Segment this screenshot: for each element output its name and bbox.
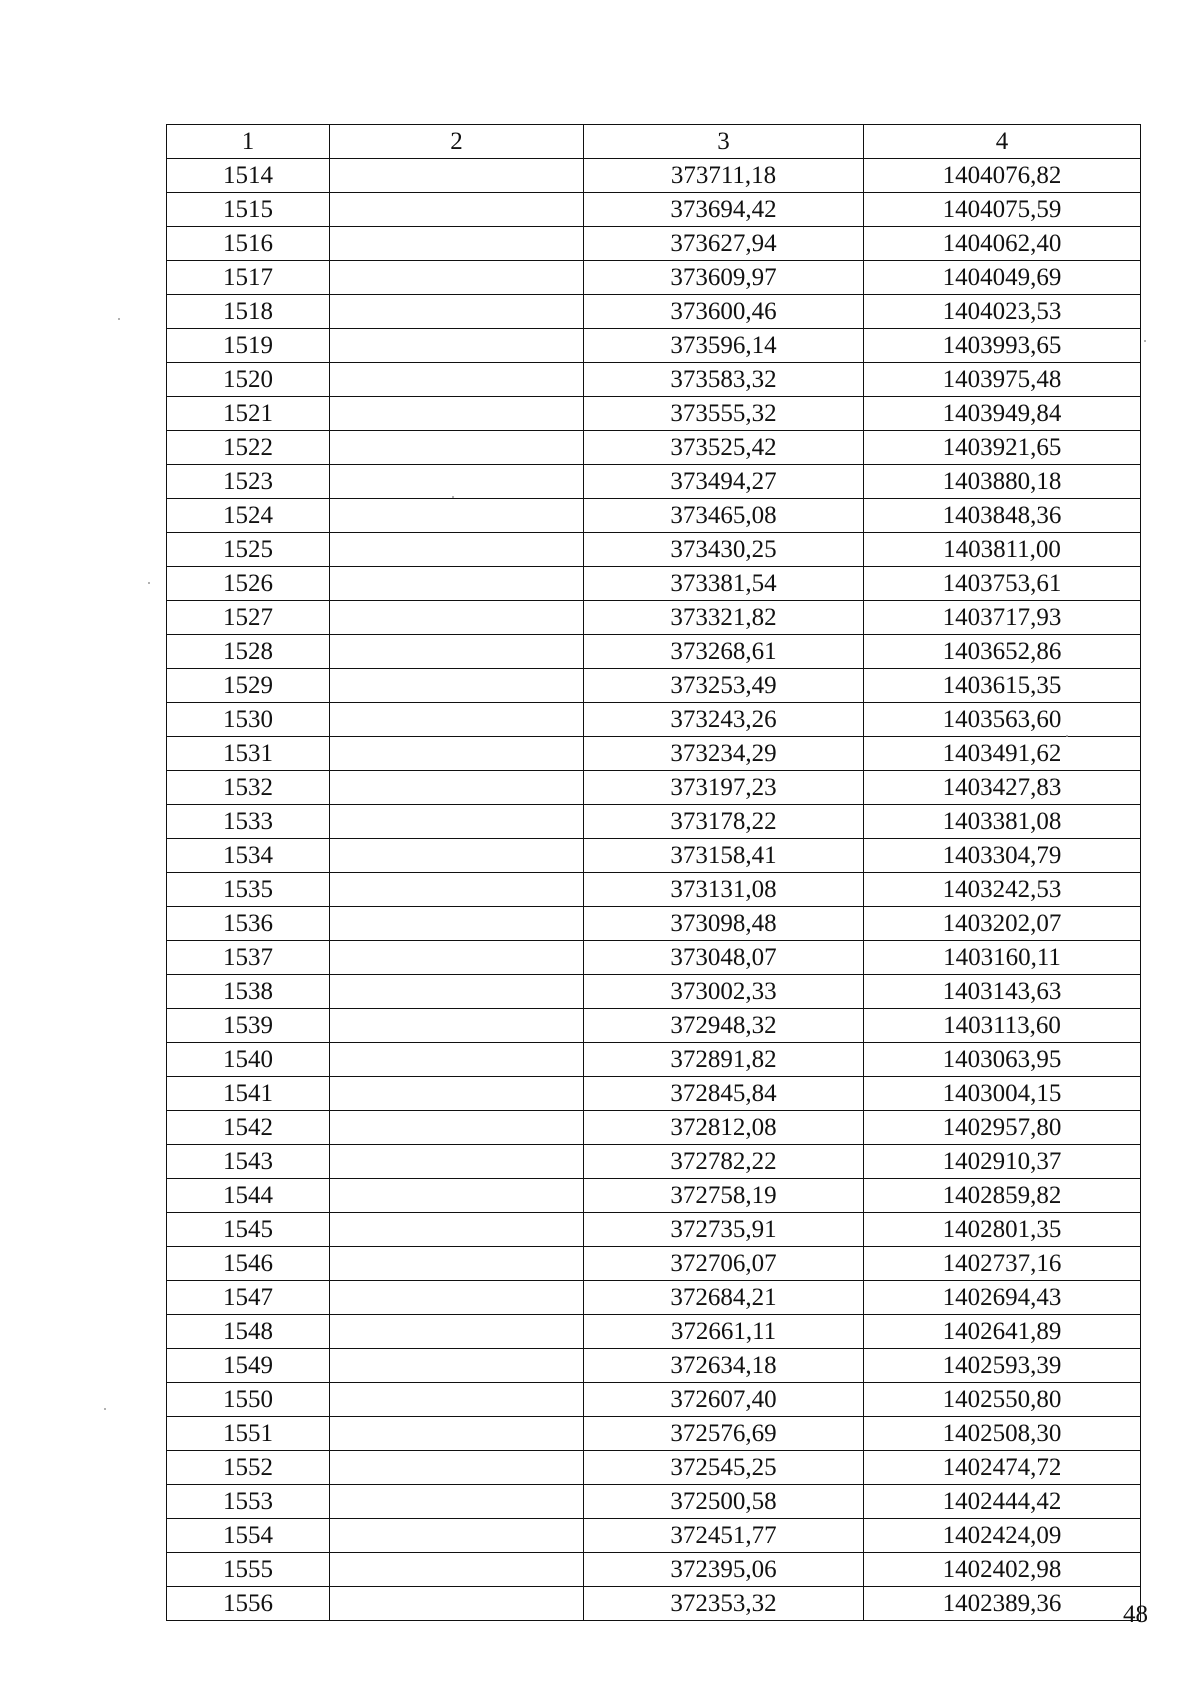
table-cell: 373268,61: [584, 635, 864, 669]
table-cell: [330, 975, 584, 1009]
table-row: [167, 261, 1141, 295]
table-cell: [330, 329, 584, 363]
table-row: [167, 1009, 1141, 1043]
table-cell: 1403113,60: [864, 1009, 1141, 1043]
table-cell: 372758,19: [584, 1179, 864, 1213]
table-row: [167, 499, 1141, 533]
table-cell: [330, 771, 584, 805]
table-row: [167, 1553, 1141, 1587]
table-cell: [330, 499, 584, 533]
table-header-row: [167, 125, 1141, 159]
table-body: [167, 159, 1141, 1621]
table-cell: 1404049,69: [864, 261, 1141, 295]
table-row: [167, 669, 1141, 703]
table-cell: [330, 295, 584, 329]
table-cell: 1402389,36: [864, 1587, 1141, 1621]
table-cell: [330, 397, 584, 431]
table-cell: 1542: [167, 1111, 330, 1145]
table-cell: [330, 227, 584, 261]
table-cell: [330, 1587, 584, 1621]
table-cell: [330, 873, 584, 907]
table-cell: [330, 431, 584, 465]
table-cell: 372607,40: [584, 1383, 864, 1417]
table-cell: 1403160,11: [864, 941, 1141, 975]
table-cell: 372634,18: [584, 1349, 864, 1383]
table-cell: [330, 1553, 584, 1587]
table-cell: 373253,49: [584, 669, 864, 703]
table-cell: 1402444,42: [864, 1485, 1141, 1519]
table-cell: 373381,54: [584, 567, 864, 601]
table-row: [167, 1519, 1141, 1553]
table-cell: [330, 1179, 584, 1213]
table-cell: 372845,84: [584, 1077, 864, 1111]
table-cell: 1534: [167, 839, 330, 873]
table-cell: 1527: [167, 601, 330, 635]
table-cell: 1525: [167, 533, 330, 567]
table-cell: 372812,08: [584, 1111, 864, 1145]
table-cell: 1514: [167, 159, 330, 193]
table-cell: 372684,21: [584, 1281, 864, 1315]
table-cell: [330, 465, 584, 499]
table-cell: 373430,25: [584, 533, 864, 567]
table-cell: [330, 1145, 584, 1179]
table-cell: 1402593,39: [864, 1349, 1141, 1383]
table-cell: 372353,32: [584, 1587, 864, 1621]
table-cell: 1555: [167, 1553, 330, 1587]
table-row: [167, 635, 1141, 669]
table-row: [167, 1587, 1141, 1621]
scan-speck: [1144, 340, 1146, 342]
column-header: 4: [864, 125, 1141, 159]
table-cell: [330, 635, 584, 669]
table-cell: 1403753,61: [864, 567, 1141, 601]
table-cell: 373555,32: [584, 397, 864, 431]
table-cell: [330, 533, 584, 567]
table-cell: 373321,82: [584, 601, 864, 635]
table-row: [167, 363, 1141, 397]
table-cell: 1402801,35: [864, 1213, 1141, 1247]
table-cell: 1521: [167, 397, 330, 431]
table-cell: 372735,91: [584, 1213, 864, 1247]
scan-speck: [148, 582, 150, 584]
table-cell: 1403427,83: [864, 771, 1141, 805]
table-cell: 1403143,63: [864, 975, 1141, 1009]
table-cell: 1402694,43: [864, 1281, 1141, 1315]
table-row: [167, 397, 1141, 431]
table-cell: [330, 1417, 584, 1451]
table-cell: 373494,27: [584, 465, 864, 499]
table-cell: 1546: [167, 1247, 330, 1281]
scan-speck: [1066, 735, 1068, 737]
table-row: [167, 771, 1141, 805]
table-cell: 1554: [167, 1519, 330, 1553]
table-cell: 1404076,82: [864, 159, 1141, 193]
table-cell: 1522: [167, 431, 330, 465]
table-row: [167, 1213, 1141, 1247]
table-row: [167, 941, 1141, 975]
table-row: [167, 1247, 1141, 1281]
table-cell: [330, 839, 584, 873]
table-cell: 1402737,16: [864, 1247, 1141, 1281]
table-cell: 372661,11: [584, 1315, 864, 1349]
table-cell: [330, 1213, 584, 1247]
table-cell: 1403304,79: [864, 839, 1141, 873]
table-cell: 1402910,37: [864, 1145, 1141, 1179]
table-row: [167, 873, 1141, 907]
table-cell: 373525,42: [584, 431, 864, 465]
table-cell: 1402859,82: [864, 1179, 1141, 1213]
table-cell: [330, 907, 584, 941]
table-row: [167, 1179, 1141, 1213]
table-row: [167, 839, 1141, 873]
table-cell: 1403811,00: [864, 533, 1141, 567]
table-cell: 373197,23: [584, 771, 864, 805]
table-cell: 372576,69: [584, 1417, 864, 1451]
table-row: [167, 1077, 1141, 1111]
table-cell: 1549: [167, 1349, 330, 1383]
scan-speck: [104, 1408, 106, 1410]
table-cell: [330, 159, 584, 193]
table-cell: 372451,77: [584, 1519, 864, 1553]
table-row: [167, 737, 1141, 771]
table-row: [167, 567, 1141, 601]
table-cell: [330, 1111, 584, 1145]
table-cell: [330, 1281, 584, 1315]
table-cell: 1403921,65: [864, 431, 1141, 465]
table-cell: 1403615,35: [864, 669, 1141, 703]
table-row: [167, 1111, 1141, 1145]
table-cell: 1531: [167, 737, 330, 771]
table-cell: 373596,14: [584, 329, 864, 363]
table-cell: [330, 737, 584, 771]
table-cell: [330, 1043, 584, 1077]
table-row: [167, 1315, 1141, 1349]
table-cell: [330, 1009, 584, 1043]
table-cell: 1550: [167, 1383, 330, 1417]
table-cell: [330, 1451, 584, 1485]
table-cell: 1533: [167, 805, 330, 839]
table-row: [167, 431, 1141, 465]
table-row: [167, 193, 1141, 227]
table-cell: 1523: [167, 465, 330, 499]
table-row: [167, 805, 1141, 839]
table-cell: 1403491,62: [864, 737, 1141, 771]
table-cell: 373609,97: [584, 261, 864, 295]
table-cell: 1403202,07: [864, 907, 1141, 941]
table-cell: [330, 805, 584, 839]
table-cell: 1535: [167, 873, 330, 907]
table-cell: 1403063,95: [864, 1043, 1141, 1077]
table-cell: 373234,29: [584, 737, 864, 771]
table-cell: 1403880,18: [864, 465, 1141, 499]
table-cell: [330, 703, 584, 737]
page-number: 48: [1123, 1601, 1148, 1628]
table-cell: 373627,94: [584, 227, 864, 261]
table-cell: [330, 1519, 584, 1553]
table-row: [167, 907, 1141, 941]
table-row: [167, 1451, 1141, 1485]
table-cell: 1518: [167, 295, 330, 329]
table-cell: 1402508,30: [864, 1417, 1141, 1451]
table-cell: [330, 193, 584, 227]
table-row: [167, 1281, 1141, 1315]
table-cell: 372782,22: [584, 1145, 864, 1179]
table-cell: 373583,32: [584, 363, 864, 397]
table-cell: 1532: [167, 771, 330, 805]
table-cell: 1403993,65: [864, 329, 1141, 363]
table-cell: 1517: [167, 261, 330, 295]
table-cell: 372948,32: [584, 1009, 864, 1043]
table-cell: [330, 1485, 584, 1519]
table-cell: [330, 1247, 584, 1281]
table-cell: 1553: [167, 1485, 330, 1519]
table-row: [167, 1383, 1141, 1417]
table-cell: 1539: [167, 1009, 330, 1043]
table-cell: 373178,22: [584, 805, 864, 839]
table-cell: 1402641,89: [864, 1315, 1141, 1349]
table-cell: 1524: [167, 499, 330, 533]
table-cell: 373243,26: [584, 703, 864, 737]
table-row: [167, 1349, 1141, 1383]
table-cell: 1403975,48: [864, 363, 1141, 397]
table-cell: 1403652,86: [864, 635, 1141, 669]
table-cell: [330, 363, 584, 397]
table-cell: 1403004,15: [864, 1077, 1141, 1111]
table-cell: 1520: [167, 363, 330, 397]
table-cell: [330, 941, 584, 975]
table-row: [167, 703, 1141, 737]
column-header: 2: [330, 125, 584, 159]
table-cell: 1538: [167, 975, 330, 1009]
table-cell: 1404023,53: [864, 295, 1141, 329]
table-cell: 1544: [167, 1179, 330, 1213]
table-cell: [330, 1349, 584, 1383]
table-row: [167, 465, 1141, 499]
table-cell: 373098,48: [584, 907, 864, 941]
table-cell: [330, 1383, 584, 1417]
scan-speck: [452, 496, 454, 498]
scan-speck: [118, 318, 120, 320]
table-cell: 1541: [167, 1077, 330, 1111]
table-cell: 373002,33: [584, 975, 864, 1009]
table-cell: 373711,18: [584, 159, 864, 193]
table-cell: 1402402,98: [864, 1553, 1141, 1587]
table-row: [167, 1417, 1141, 1451]
table-cell: 1403381,08: [864, 805, 1141, 839]
table-cell: 1551: [167, 1417, 330, 1451]
table-row: [167, 227, 1141, 261]
table-cell: 372395,06: [584, 1553, 864, 1587]
table-cell: 1403848,36: [864, 499, 1141, 533]
table-cell: 1548: [167, 1315, 330, 1349]
table-cell: 1403717,93: [864, 601, 1141, 635]
table-cell: 1530: [167, 703, 330, 737]
table-cell: 1547: [167, 1281, 330, 1315]
column-header: 3: [584, 125, 864, 159]
table-row: [167, 533, 1141, 567]
table-cell: 1404062,40: [864, 227, 1141, 261]
table-cell: 1543: [167, 1145, 330, 1179]
table-row: [167, 601, 1141, 635]
table-row: [167, 295, 1141, 329]
table-cell: 1536: [167, 907, 330, 941]
table-cell: 1515: [167, 193, 330, 227]
table-cell: 372891,82: [584, 1043, 864, 1077]
table-cell: 1402957,80: [864, 1111, 1141, 1145]
table-cell: [330, 1077, 584, 1111]
table-cell: 1529: [167, 669, 330, 703]
table-cell: 1528: [167, 635, 330, 669]
table-row: [167, 975, 1141, 1009]
table-cell: 1556: [167, 1587, 330, 1621]
table-cell: 373158,41: [584, 839, 864, 873]
table-cell: 373048,07: [584, 941, 864, 975]
table-cell: 373131,08: [584, 873, 864, 907]
table-cell: [330, 669, 584, 703]
table-cell: [330, 261, 584, 295]
table-cell: 1516: [167, 227, 330, 261]
table-cell: 1526: [167, 567, 330, 601]
table-cell: 1403949,84: [864, 397, 1141, 431]
table-row: [167, 1485, 1141, 1519]
table-cell: 1537: [167, 941, 330, 975]
table-cell: 372706,07: [584, 1247, 864, 1281]
table-row: [167, 159, 1141, 193]
table-cell: 1402424,09: [864, 1519, 1141, 1553]
table-cell: 1402550,80: [864, 1383, 1141, 1417]
table-cell: 1404075,59: [864, 193, 1141, 227]
column-header: 1: [167, 125, 330, 159]
table-cell: 373465,08: [584, 499, 864, 533]
table-row: [167, 1145, 1141, 1179]
table-cell: 372500,58: [584, 1485, 864, 1519]
table-cell: 372545,25: [584, 1451, 864, 1485]
table-cell: 373694,42: [584, 193, 864, 227]
table-cell: [330, 1315, 584, 1349]
table-row: [167, 1043, 1141, 1077]
table-cell: 1403242,53: [864, 873, 1141, 907]
table-row: [167, 329, 1141, 363]
table-cell: [330, 601, 584, 635]
table-cell: 1545: [167, 1213, 330, 1247]
table-cell: [330, 567, 584, 601]
table-cell: 1519: [167, 329, 330, 363]
table-cell: 1540: [167, 1043, 330, 1077]
table-cell: 1403563,60: [864, 703, 1141, 737]
table-cell: 1552: [167, 1451, 330, 1485]
coordinates-table: [166, 124, 1141, 1621]
table-cell: 1402474,72: [864, 1451, 1141, 1485]
table-cell: 373600,46: [584, 295, 864, 329]
